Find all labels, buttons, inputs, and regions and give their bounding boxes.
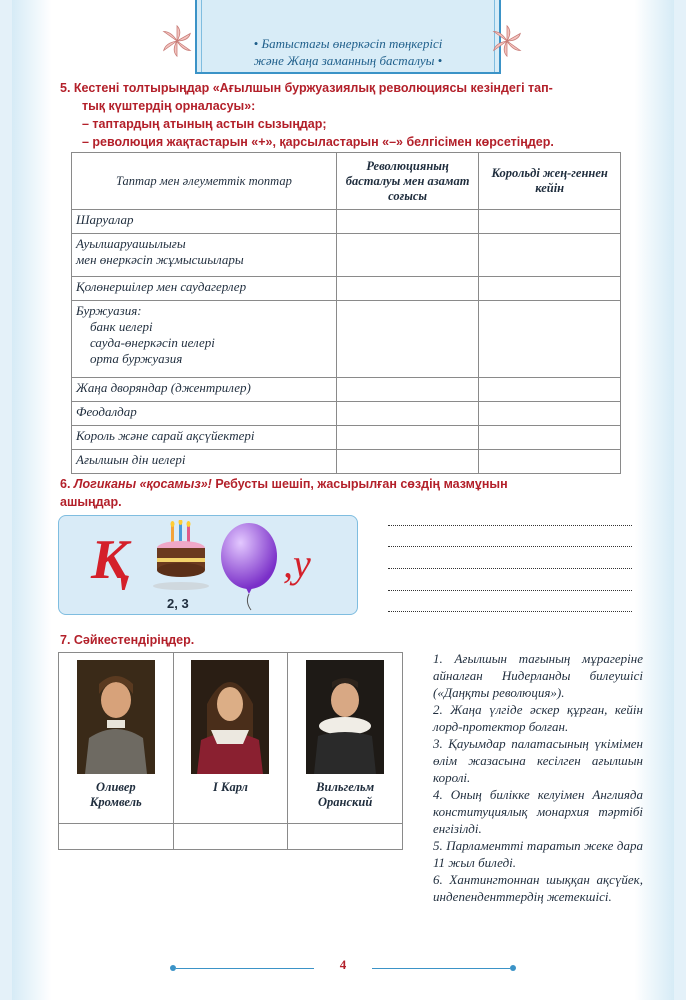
charles-portrait-icon [191, 660, 269, 774]
table-header-row [72, 153, 621, 210]
row-label: Қолөнершілер мен саудагерлер [76, 279, 247, 294]
match-answer-cell[interactable] [173, 824, 288, 850]
portrait-caption: I Карл [213, 780, 248, 794]
header-line-1: • Батыстағы өнеркәсіп төңкерісі [253, 36, 443, 51]
table-row [72, 234, 621, 277]
header-revolution: Революцияның басталуы мен азамат соғысы [336, 153, 479, 210]
task6-title: 6. Логиканы «қосамыз»! Ребусты шешіп, жасырылған сөздің мазмұнын ашыңдар. [60, 477, 508, 509]
statement-item: 3. Қауымдар палатасының үкімімен өлім жазасына кесілген ағылшын королі. [433, 736, 643, 785]
answer-line[interactable] [388, 545, 632, 547]
task7-title: 7. Сәйкестендіріңдер. [60, 633, 195, 647]
statements-list [433, 650, 643, 905]
statement-item: 1. Ағылшын тағының мұрагеріне айналған Нидерланды билеушісі («Даңқты революция»). [433, 651, 643, 700]
answer-cell[interactable] [336, 426, 479, 450]
answer-cell[interactable] [336, 301, 479, 378]
row-label: Ауылшаруашылығы [76, 236, 186, 251]
rebus-letter: Қ [91, 529, 129, 591]
answer-cell[interactable] [479, 402, 621, 426]
footer-rule-left [176, 968, 314, 969]
table-row [72, 450, 621, 474]
balloon-icon [217, 520, 281, 612]
match-answer-cell[interactable] [288, 824, 403, 850]
flower-ornament-right-icon [488, 22, 526, 60]
portrait-charles [173, 653, 288, 824]
chapter-header [195, 0, 501, 74]
answer-cell[interactable] [479, 277, 621, 301]
portrait-caption: Кромвель [89, 795, 142, 809]
row-label: Шаруалар [76, 212, 134, 227]
table-row [72, 277, 621, 301]
table-row [72, 378, 621, 402]
row-label: Феодалдар [76, 404, 137, 419]
answer-cell[interactable] [336, 277, 479, 301]
table-row [72, 402, 621, 426]
portrait-caption: Вильгельм [316, 780, 375, 794]
cake-number-label: 2, 3 [167, 596, 189, 611]
page-number: 4 [339, 957, 347, 972]
answer-cell[interactable] [479, 234, 621, 277]
answer-cell[interactable] [336, 210, 479, 234]
row-sublabel: банк иелері [90, 319, 153, 334]
rebus-panel [58, 515, 358, 615]
row-label: Жаңа дворяндар (джентрилер) [76, 380, 251, 395]
cromwell-portrait-icon [77, 660, 155, 774]
portrait-william [288, 653, 403, 824]
header-after-king: Корольді жең-геннен кейін [479, 153, 621, 210]
table-row [72, 210, 621, 234]
answer-line[interactable] [388, 589, 632, 591]
table-row [72, 301, 621, 378]
answer-line[interactable] [388, 567, 632, 569]
answer-cell[interactable] [479, 210, 621, 234]
match-answer-cell[interactable] [59, 824, 174, 850]
answer-cell[interactable] [479, 450, 621, 474]
answer-cell[interactable] [479, 378, 621, 402]
answer-line[interactable] [388, 524, 632, 526]
portraits-table [58, 652, 403, 850]
answer-cell[interactable] [479, 426, 621, 450]
statement-item: 4. Оның билікке келуімен Англияда конституциялық монархия тәртібі енгізілді. [433, 787, 643, 836]
answer-cell[interactable] [336, 378, 479, 402]
row-sublabel: орта буржуазия [90, 351, 183, 366]
row-label: Буржуазия: [76, 303, 142, 318]
row-label: Ағылшын дін иелері [76, 452, 186, 467]
birthday-cake-icon [151, 520, 211, 596]
william-portrait-icon [306, 660, 384, 774]
answer-cell[interactable] [336, 234, 479, 277]
statement-item: 5. Парламентті таратып жеке дара 11 жыл биледі. [433, 838, 643, 870]
social-classes-table [71, 152, 621, 474]
header-classes: Таптар мен әлеуметтік топтар [72, 153, 337, 210]
row-label: мен өнеркәсіп жұмысшылары [76, 252, 244, 267]
task5-title: 5. Кестені толтырыңдар «Ағылшын буржуазиялық революциясы кезіндегі тап- тық күштердің орналасуы»: – таптардың атының астын сызыңдар; – революция жақтастарын «+», қарсыластарын «–» белгісімен көрсетіңдер. [60, 81, 554, 149]
answer-cell[interactable] [336, 402, 479, 426]
portrait-caption: Оливер [96, 780, 136, 794]
answer-cell[interactable] [336, 450, 479, 474]
answer-cell[interactable] [479, 301, 621, 378]
flower-ornament-left-icon [158, 22, 196, 60]
task6-italic-title: Логиканы «қосамыз»! [73, 477, 212, 491]
statement-item: 6. Хантингтоннан шыққан ақсүйек, индепенденттердің жетекшісі. [433, 872, 643, 904]
row-label: Король және сарай ақсүйектері [76, 428, 255, 443]
statement-item: 2. Жаңа үлгіде әскер құрған, кейін лорд-протектор болған. [433, 702, 643, 734]
rebus-tail: ,у [283, 541, 311, 586]
answer-line[interactable] [388, 610, 632, 612]
portrait-caption: Оранский [318, 795, 373, 809]
row-sublabel: сауда-өнеркәсіп иелері [90, 335, 215, 350]
header-line-2: және Жаңа заманның басталуы • [253, 53, 443, 68]
table-row [72, 426, 621, 450]
footer-dot-right [510, 965, 516, 971]
portrait-cromwell [59, 653, 174, 824]
footer-rule-right [372, 968, 510, 969]
